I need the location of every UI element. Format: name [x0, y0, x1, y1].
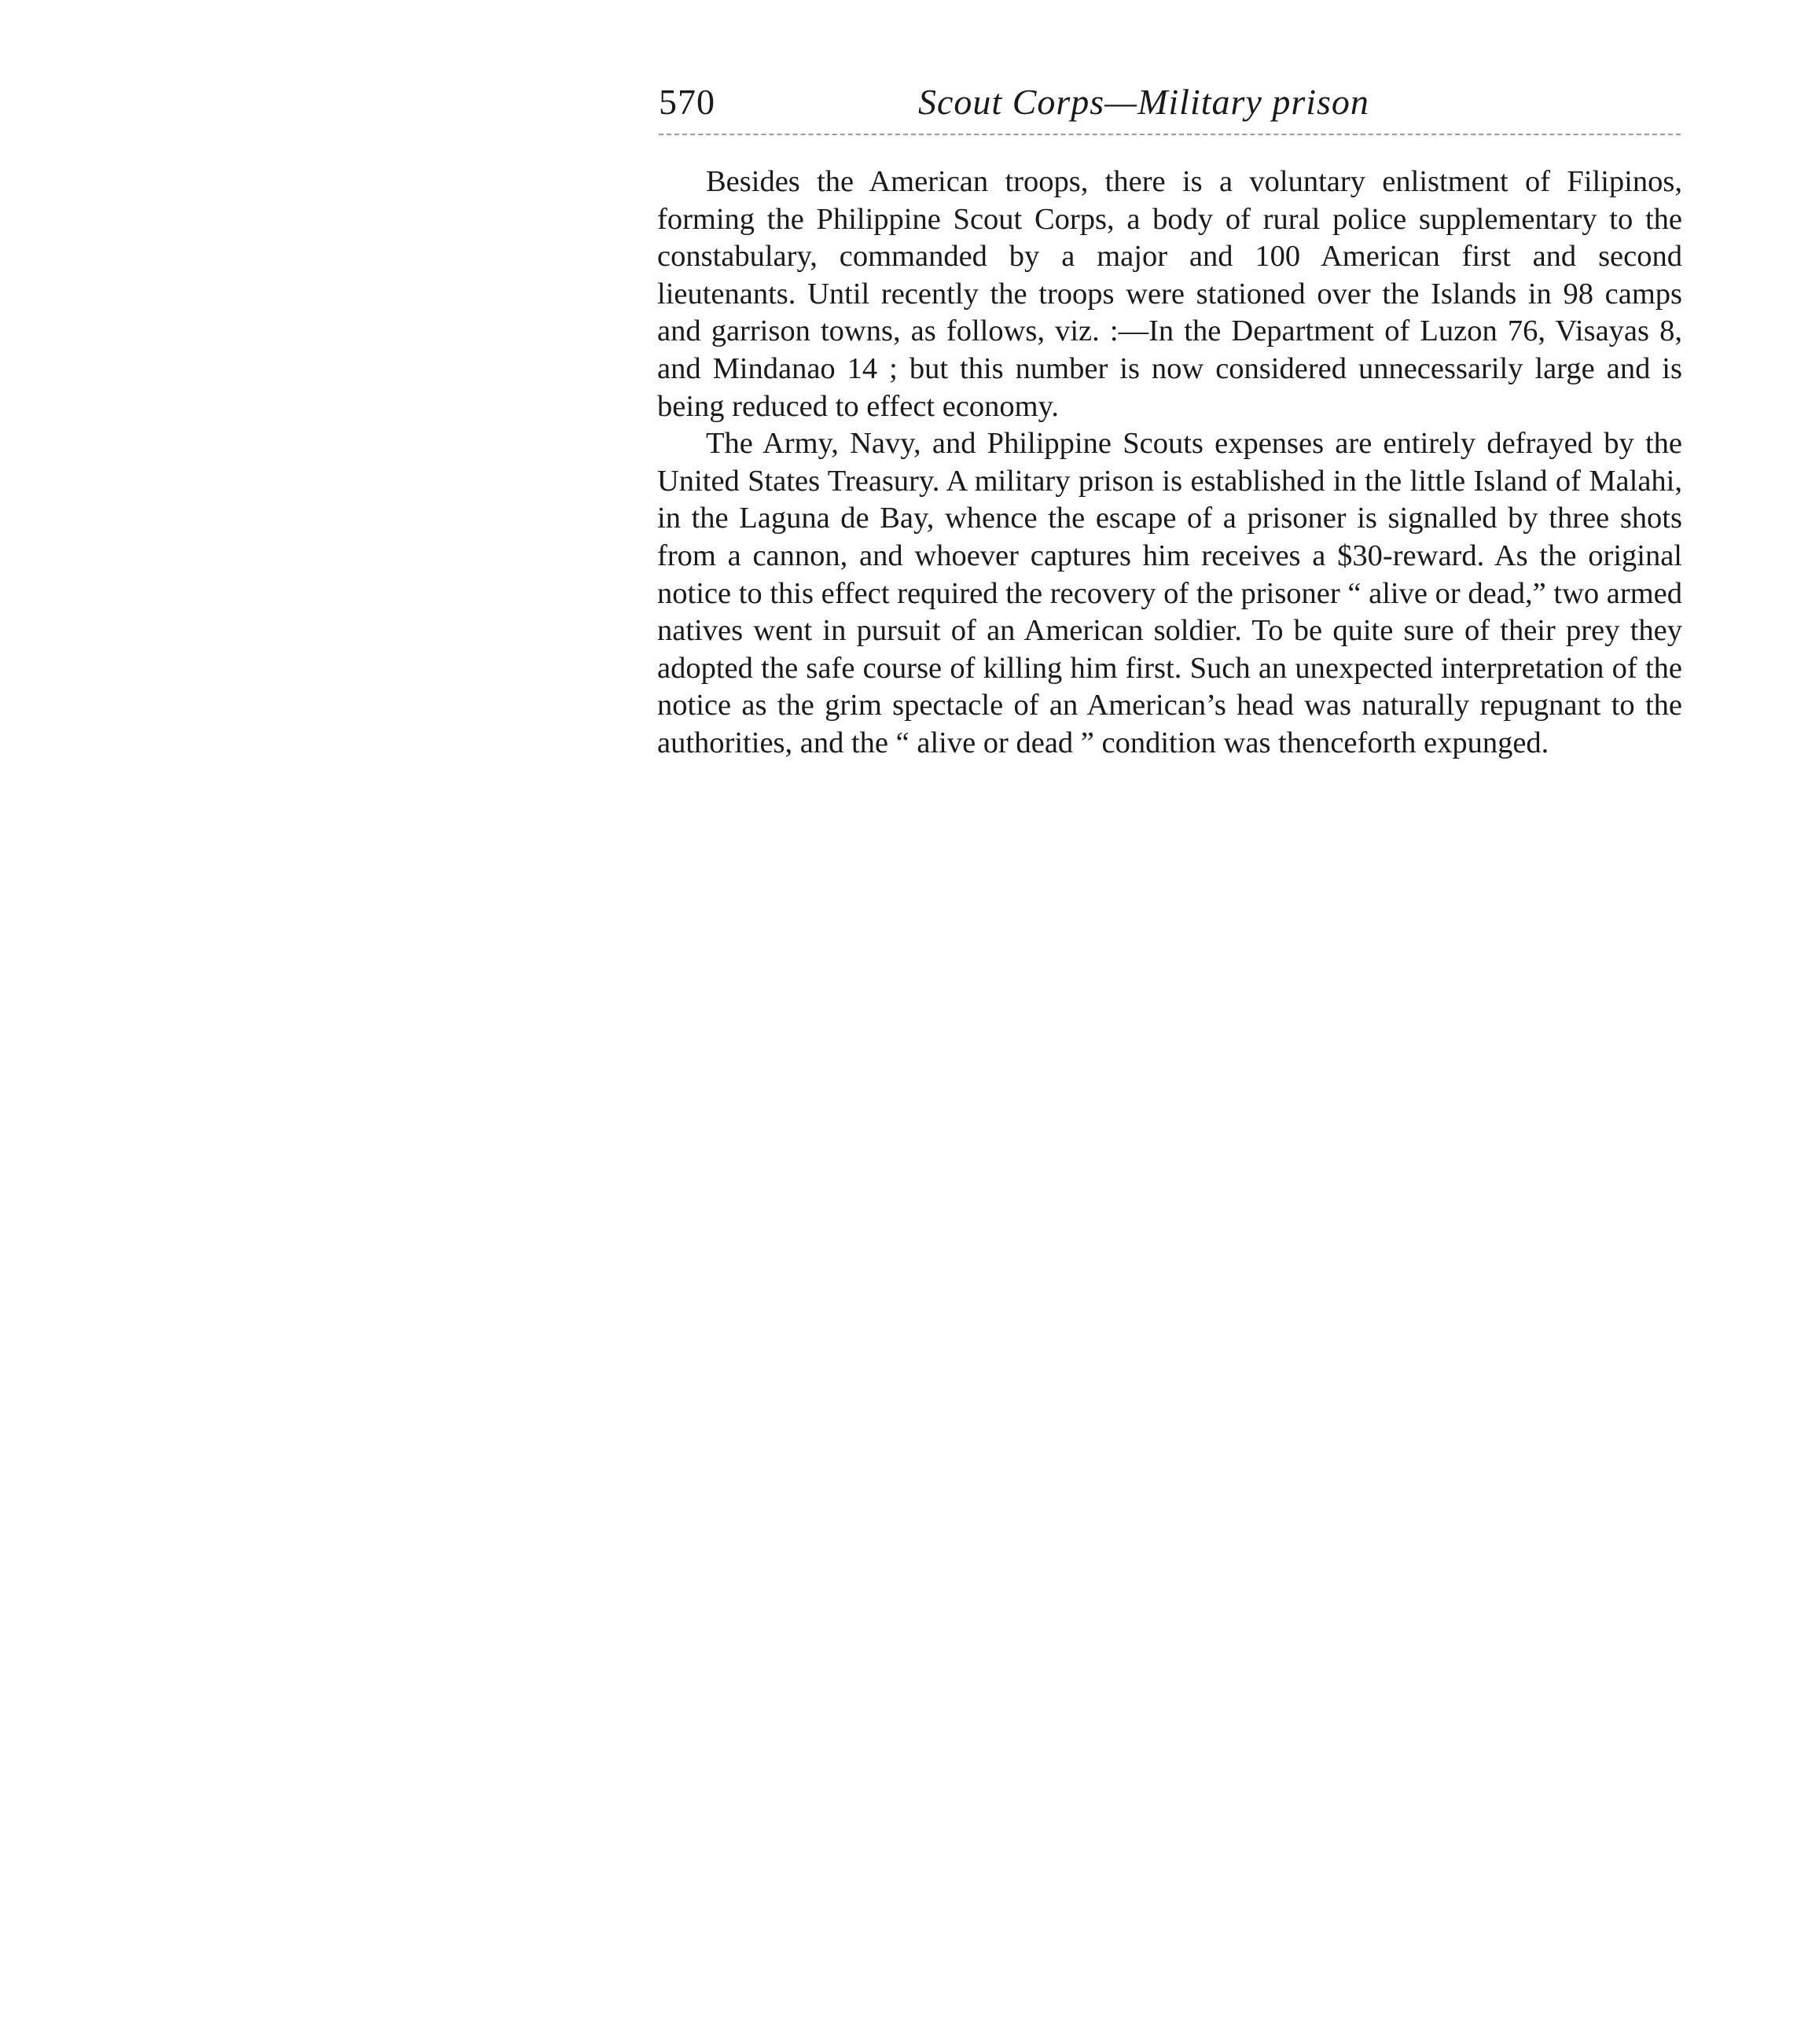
page-number: 570 [659, 82, 715, 122]
running-head [659, 75, 1681, 130]
body-text [657, 164, 1682, 763]
paragraph-military-prison: The Army, Navy, and Philippine Scouts expenses are entirely defrayed by the United States Treasury. A military prison is established in the little Island of Malahi, in the Laguna de Bay, whence the escape of a prisoner is signalled by three shots from a cannon, and whoever captures him receives a $30-reward. As the original notice to this effect required the recovery of the prisoner “ alive or dead,” two armed natives went in pursuit of an American soldier. To be quite sure of their prey they adopted the safe course of killing him first. Such an unexpected interpretation of the notice as the grim spectacle of an American’s head was naturally repugnant to the authorities, and the “ alive or dead ” condition was thenceforth expunged. [657, 427, 1682, 759]
header-rule [659, 134, 1681, 135]
paragraph-scout-corps: Besides the American troops, there is a voluntary enlistment of Filipinos, forming the Philippine Scout Corps, a body of rural police supplementary to the constabulary, commanded by a major and 100 American first and second lieutenants. Until recently the troops were stationed over the Islands in 98 camps and garrison towns, as follows, viz. :—In the Department of Luzon 76, Visayas 8, and Mindanao 14 ; but this number is now considered unnecessarily large and is being reduced to effect economy. [657, 165, 1682, 423]
running-title: Scout Corps—Military prison [918, 82, 1369, 122]
